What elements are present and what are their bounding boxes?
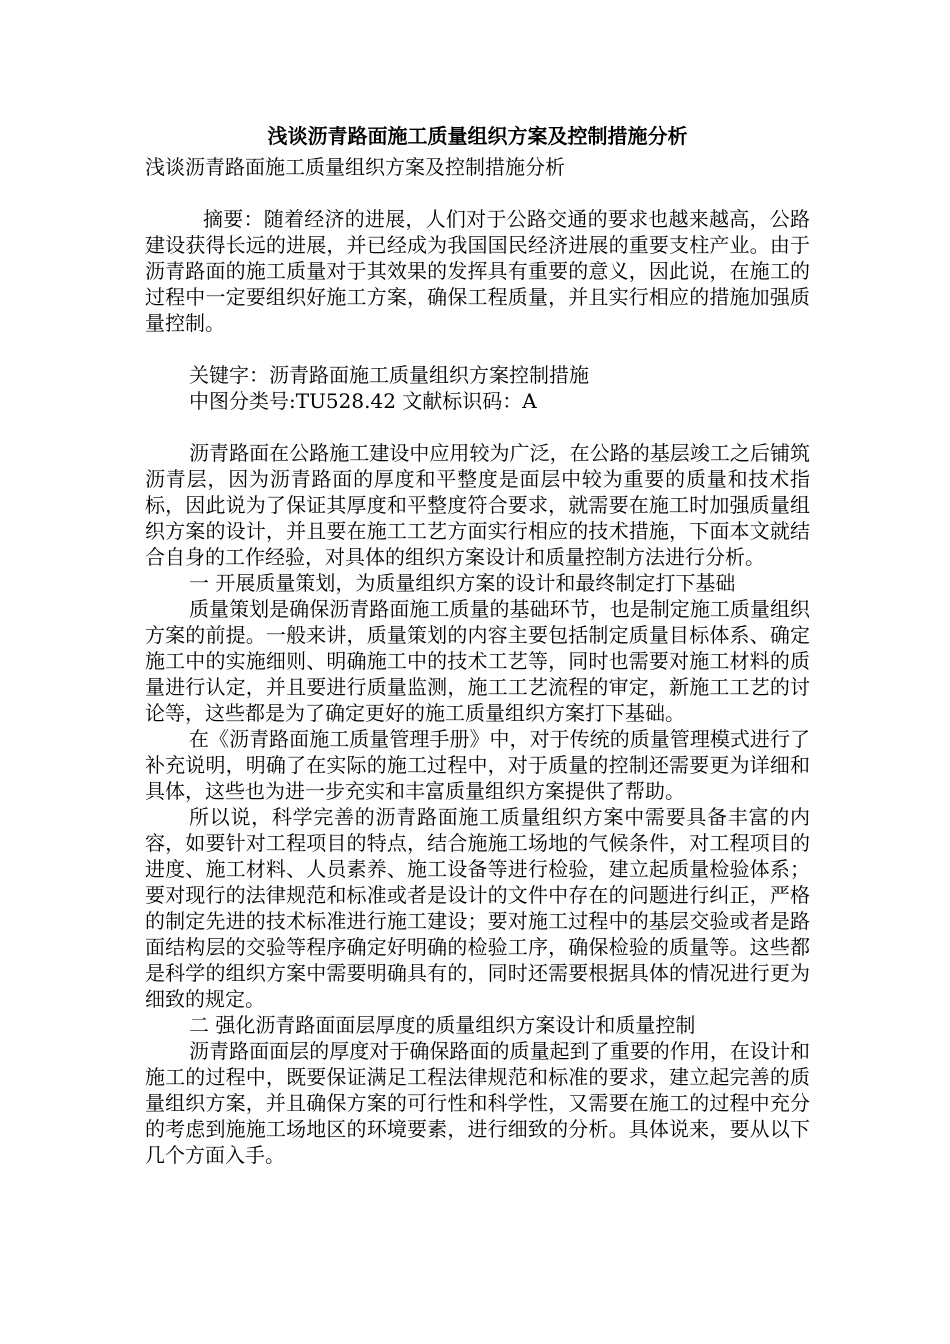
spacer (145, 414, 810, 440)
spacer (145, 336, 810, 362)
document-subtitle: 浅谈沥青路面施工质量组织方案及控制措施分析 (145, 155, 565, 179)
spacer (145, 180, 810, 206)
body-paragraph: 质量策划是确保沥青路面施工质量的基础环节，也是制定施工质量组织方案的前提。一般来讲，质量策划的内容主要包括制定质量目标体系、确定施工中的实施细则、明确施工中的技术工艺等，同时也需要对施工材料的质量进行认定，并且要进行质量监测，施工工艺流程的审定，新施工工艺的讨论等，这些都是为了确定更好的施工质量组织方案打下基础。 (145, 597, 810, 725)
section-heading-1: 一 开展质量策划，为质量组织方案的设计和最终制定打下基础 (189, 571, 736, 595)
classification-line: 中图分类号:TU528.42 文献标识码：A (189, 389, 537, 413)
keywords-line: 关键字：沥青路面施工质量组织方案控制措施 (189, 363, 589, 387)
document-page (145, 118, 810, 1168)
document-title: 浅谈沥青路面施工质量组织方案及控制措施分析 (267, 124, 688, 148)
body-paragraph-intro: 沥青路面在公路施工建设中应用较为广泛，在公路的基层竣工之后铺筑沥青层，因为沥青路面的厚度和平整度是面层中较为重要的质量和技术指标，因此说为了保证其厚度和平整度符合要求，就需要在施工时加强质量组织方案的设计，并且要在施工工艺方面实行相应的技术措施，下面本文就结合自身的工作经验，对具体的组织方案设计和质量控制方法进行分析。 (145, 441, 810, 569)
body-paragraph: 在《沥青路面施工质量管理手册》中，对于传统的质量管理模式进行了补充说明，明确了在实际的施工过程中，对于质量的控制还需要更为详细和具体，这些也为进一步充实和丰富质量组织方案提供了帮助。 (145, 727, 810, 803)
body-paragraph: 沥青路面面层的厚度对于确保路面的质量起到了重要的作用，在设计和施工的过程中，既要保证满足工程法律规范和标准的要求，建立起完善的质量组织方案，并且确保方案的可行性和科学性，又需要在施工的过程中充分的考虑到施施工场地区的环境要素，进行细致的分析。具体说来，要从以下几个方面入手。 (145, 1039, 810, 1167)
abstract-paragraph: 摘要：随着经济的进展，人们对于公路交通的要求也越来越高，公路建设获得长远的进展，并已经成为我国国民经济进展的重要支柱产业。由于沥青路面的施工质量对于其效果的发挥具有重要的意义，因此说，在施工的过程中一定要组织好施工方案，确保工程质量，并且实行相应的措施加强质量控制。 (145, 207, 810, 335)
section-heading-2: 二 强化沥青路面面层厚度的质量组织方案设计和质量控制 (189, 1013, 696, 1037)
body-paragraph: 所以说，科学完善的沥青路面施工质量组织方案中需要具备丰富的内容，如要针对工程项目的特点，结合施施工场地的气候条件，对工程项目的进度、施工材料、人员素养、施工设备等进行检验，建立起质量检验体系；要对现行的法律规范和标准或者是设计的文件中存在的问题进行纠正，严格的制定先进的技术标准进行施工建设；要对施工过程中的基层交验或者是路面结构层的交验等程序确定好明确的检验工序，确保检验的质量等。这些都是科学的组织方案中需要明确具有的，同时还需要根据具体的情况进行更为细致的规定。 (145, 805, 810, 1011)
